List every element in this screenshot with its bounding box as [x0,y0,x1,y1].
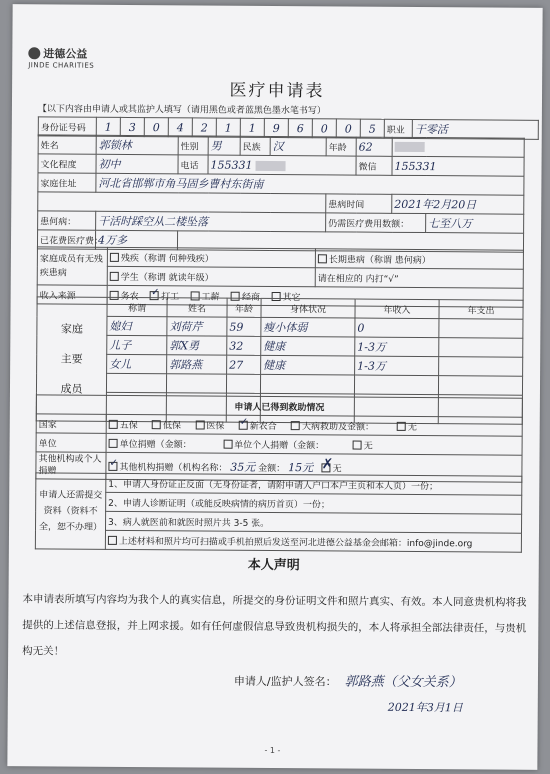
signature-value: 郭路燕（父女关系） [344,674,462,691]
cost-spent-value: 4万多 [95,230,177,250]
form-title: 医疗申请表 [229,80,325,102]
checkbox-icon[interactable] [353,440,362,449]
materials-submit-note: 上述材料和照片均可扫描或手机拍照后发送至河北进德公益基金会邮箱：info@jinde.org [118,536,473,549]
family-cell: 瘦小体弱 [261,317,355,337]
occupation-value: 干零活 [412,119,538,139]
checkbox-icon[interactable] [109,438,118,447]
family-cell: 健康 [261,336,355,356]
family-cell: 刘荷芹 [167,317,227,336]
family-cell: 27 [227,355,261,374]
redaction-block [395,142,425,152]
id-digit: 4 [168,118,192,137]
phone-label: 电话 [178,155,208,174]
family-cell: 健康 [261,355,355,375]
checkbox-icon[interactable] [195,420,204,429]
checkbox-instruction: 请在相应的 内打“√” [315,268,523,288]
address-label: 家庭住址 [38,173,96,192]
checkbox-icon[interactable] [397,421,406,430]
gender-label: 性别 [178,136,208,155]
family-label-part: 主要 [60,352,83,366]
id-digit: 1 [96,117,120,136]
checkbox-icon[interactable] [110,271,119,280]
occupation-label: 职业 [384,119,412,138]
fill-instruction: 【以下内容由申请人或其监护人填写（请用黑色或者蓝黑色墨水笔书写） [37,104,326,117]
age-value: 62 [356,137,392,156]
checkbox-icon[interactable] [152,420,161,429]
id-digit: 1 [240,118,264,137]
option-disabled: 残疾（称谓 何种残疾） [120,253,214,265]
materials-row [35,530,521,552]
aid-option: 大病救助及金额： [302,421,375,433]
col-header: 称谓 [107,297,167,316]
checkbox-icon[interactable]: ✓ [239,416,249,428]
id-digit: 9 [264,118,288,137]
phone-value: 155331 [210,158,253,172]
redaction-block [255,161,285,171]
disease-value: 干活时踩空从二楼坠落 [96,211,326,232]
page-number: - 1 - [264,745,281,756]
income-option: 其它 [282,292,301,303]
wechat-label: 微信 [356,156,392,175]
education-label: 文化程度 [38,154,96,173]
illness-time-label: 患病时间 [326,194,392,213]
income-option: 务农 [120,291,139,302]
aid-other-tail: 金额： [258,463,286,475]
family-disease-label: 家庭成员有无残疾患病 [37,247,107,285]
id-digit: 0 [144,118,168,137]
materials-table [35,472,523,552]
id-digit: 5 [360,119,384,138]
income-label: 收入来源 [37,285,107,304]
application-form-page [7,4,542,770]
aid-option: 低保 [163,420,182,431]
family-cell: 郭X勇 [167,336,227,355]
jinde-logo: 进德公益 JINDE CHARITIES [28,47,95,70]
signature-label: 申请人/监护人签名： [233,674,337,689]
option-student: 学生（称谓 就读年级） [120,272,214,284]
declaration-title: 本人声明 [247,557,300,574]
aid-option: 新农合 [249,421,277,432]
name-value: 郭锁林 [96,135,178,155]
address-value: 河北省邯郸市角马固乡曹村东街南 [96,173,524,195]
aid-title: 申请人已得到救助情况 [36,395,522,417]
aid-other-amount2: 15元 [288,461,314,475]
cost-spent-label: 已花费医疗费： [37,230,95,249]
family-cell: 女儿 [107,354,167,373]
family-cell: 0 [355,318,439,338]
family-cell: 儿子 [107,335,167,354]
id-label: 身份证号码 [38,117,96,136]
family-cell: 59 [227,317,261,336]
signature-line [234,670,462,691]
id-digit: 0 [336,119,360,138]
col-header: 年收入 [355,299,439,319]
aid-option: 五保 [119,420,138,431]
id-digit: 6 [288,119,312,138]
age-label: 年龄 [326,137,356,156]
col-header: 姓名 [167,298,227,317]
aid-option: 无 [407,422,417,433]
id-digit: 0 [312,119,336,138]
family-cell: 郭路燕 [167,355,227,374]
checkbox-icon[interactable] [223,439,232,448]
checkbox-icon[interactable]: ✗ [321,456,334,473]
ethnicity-value: 汉 [270,136,326,155]
checkbox-icon[interactable] [291,421,300,430]
option-chronic: 长期患病（称谓 患何病） [328,254,431,266]
aid-option: 医保 [206,421,225,432]
cost-needed-label: 仍需医疗费用数额： [326,213,426,233]
family-cell: 32 [227,336,261,355]
aid-option: 单位个人捐赠（金额： [234,440,325,451]
material-item: 1、申请人身份证正反面（无身份证者，请附申请人户口本户主页和本人页）一份； [106,473,522,495]
aid-other-text: 其他机构捐赠（机构名称： [119,462,228,474]
materials-label: 申请人还需提交资料（资料不全，恕不办理） [35,473,106,549]
gender-value: 男 [208,136,240,155]
aid-unit-label: 单位 [36,433,106,452]
family-cell: 1-3万 [355,337,439,357]
col-header: 身体状况 [261,298,355,318]
col-header: 年支出 [439,300,523,320]
income-option: 经商 [241,292,261,303]
disease-label: 患何病： [38,211,96,230]
checkbox-icon[interactable] [108,535,117,544]
wechat-value: 155331 [394,159,437,173]
ethnicity-label: 民族 [240,136,270,155]
checkbox-icon[interactable] [109,419,118,428]
material-item: 2、申请人诊断证明（或能反映病情的病历首页）一份； [106,492,522,514]
checkbox-icon[interactable] [318,254,327,263]
signature-date: 2021年3月1日 [387,700,463,715]
family-label-part: 成员 [60,382,83,396]
cost-needed-value: 七至八万 [426,214,524,234]
family-label-part: 家庭 [60,322,83,336]
col-header: 年龄 [227,298,261,317]
checkbox-icon[interactable]: ✓ [109,457,118,469]
family-cell [439,338,523,358]
income-option: 打工 [161,291,180,302]
material-item: 3、病人就医前和就医时照片共 3-5 张。 [105,511,521,533]
aid-other-amount: 35元 [230,460,256,474]
aid-country-label: 国家 [36,414,106,433]
family-cell: 1-3万 [355,356,439,376]
id-digit: 2 [192,118,216,137]
family-cell [439,357,523,377]
checkbox-icon[interactable] [110,252,119,261]
family-cell: 媳妇 [107,316,167,335]
applicant-detail-table [37,134,525,252]
declaration-body: 本申请表所填写内容均为我个人的真实信息，所提交的身份证明文件和照片真实、有效。本人同意贵机构将我提供的上述信息登报，并上网求援。如有任何虚假信息导致贵机构损失的，本人将承担全部法律责任，与贵机构无关！ [22,593,527,658]
income-option: 工薪 [201,291,220,303]
id-digit: 3 [120,117,144,136]
illness-time-value: 2021年2月20日 [392,194,524,214]
aid-other-none: 无 [332,464,342,475]
aid-option: 单位捐赠（金额： [119,439,192,450]
family-cell [439,319,523,339]
aid-other-label: 其他机构或个人捐赠 [36,452,106,479]
aid-status-table [35,394,523,482]
checkbox-icon[interactable]: ✓ [151,286,160,298]
name-label: 姓名 [38,135,96,154]
aid-option: 无 [363,441,373,452]
education-value: 初中 [96,154,178,174]
jinde-logo-icon [28,47,40,59]
id-digit: 1 [216,118,240,137]
